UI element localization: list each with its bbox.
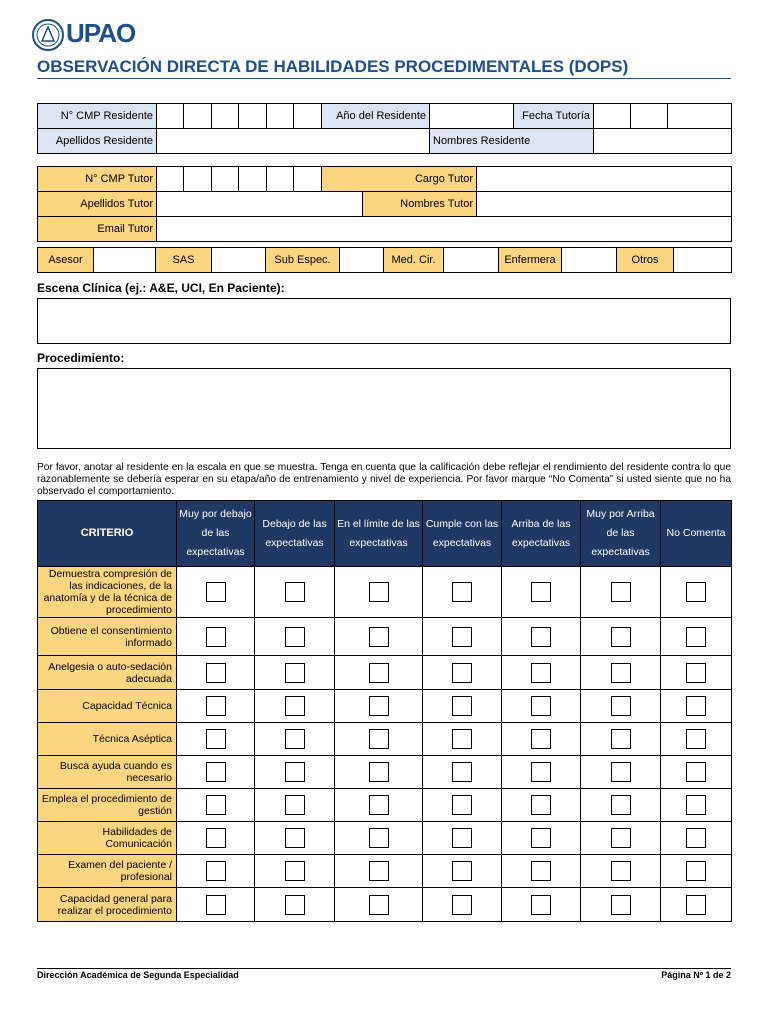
rating-cell [335, 723, 423, 756]
resident-cmp-cell[interactable] [157, 104, 184, 129]
rating-cell [335, 618, 423, 656]
rating-cell [177, 789, 255, 822]
rating-checkbox[interactable] [452, 795, 472, 815]
rating-checkbox[interactable] [369, 627, 389, 647]
rating-checkbox[interactable] [611, 663, 631, 683]
resident-cmp-cell[interactable] [294, 104, 322, 129]
rating-cell [255, 888, 335, 922]
criteria-label: Demuestra compresión de las indicaciones, de la anatomía y de la técnica de procedimiento [38, 567, 177, 618]
rating-checkbox[interactable] [686, 762, 706, 782]
rating-cell [581, 690, 661, 723]
tutor-role-table [37, 247, 732, 273]
rating-cell [502, 567, 581, 618]
rating-checkbox[interactable] [206, 861, 226, 881]
tutoring-date-cell[interactable] [668, 104, 732, 129]
rating-checkbox[interactable] [369, 663, 389, 683]
resident-cmp-cell[interactable] [184, 104, 212, 129]
resident-year-label: Año del Residente [322, 104, 430, 129]
tutor-cmp-cell[interactable] [157, 167, 184, 192]
rating-checkbox[interactable] [285, 627, 305, 647]
rating-checkbox[interactable] [611, 582, 631, 602]
tutoring-date-label: Fecha Tutoría [514, 104, 594, 129]
rating-cell [661, 567, 732, 618]
role-checkbox-asesor[interactable] [94, 248, 156, 273]
rating-cell [255, 756, 335, 789]
rating-cell [502, 756, 581, 789]
criteria-row [38, 723, 732, 756]
resident-names-field[interactable] [594, 129, 732, 154]
rating-cell [177, 756, 255, 789]
rating-cell [423, 656, 502, 690]
rating-cell [661, 618, 732, 656]
scale-header-very-below: Muy por debajo de las expectativas [177, 501, 255, 567]
scale-header-below: Debajo de las expectativas [255, 501, 335, 567]
rating-checkbox[interactable] [531, 582, 551, 602]
rating-cell [177, 690, 255, 723]
rating-checkbox[interactable] [686, 795, 706, 815]
tutor-position-label: Cargo Tutor [322, 167, 477, 192]
procedure-label: Procedimiento: [37, 351, 125, 365]
rating-cell [255, 690, 335, 723]
resident-year-field[interactable] [430, 104, 514, 129]
rating-cell [581, 618, 661, 656]
tutor-cmp-cell[interactable] [212, 167, 239, 192]
rating-cell [255, 618, 335, 656]
rating-cell [255, 723, 335, 756]
rating-checkbox[interactable] [686, 582, 706, 602]
criteria-row [38, 656, 732, 690]
resident-names-label: Nombres Residente [430, 129, 594, 154]
tutor-cmp-cell[interactable] [294, 167, 322, 192]
rating-cell [661, 855, 732, 888]
role-checkbox-enfermera[interactable] [562, 248, 617, 273]
rating-cell [661, 888, 732, 922]
scale-header-no-comment: No Comenta [661, 501, 732, 567]
rating-checkbox[interactable] [206, 729, 226, 749]
rating-cell [502, 855, 581, 888]
rating-checkbox[interactable] [452, 828, 472, 848]
rating-checkbox[interactable] [285, 762, 305, 782]
title-divider [37, 78, 731, 79]
rating-checkbox[interactable] [611, 696, 631, 716]
criteria-row [38, 567, 732, 618]
rating-checkbox[interactable] [206, 828, 226, 848]
rating-checkbox[interactable] [369, 828, 389, 848]
rating-checkbox[interactable] [206, 895, 226, 915]
rating-checkbox[interactable] [611, 729, 631, 749]
tutor-surname-field[interactable] [157, 192, 363, 217]
rating-checkbox[interactable] [369, 861, 389, 881]
rating-checkbox[interactable] [531, 795, 551, 815]
criteria-row [38, 690, 732, 723]
rating-cell [423, 756, 502, 789]
rating-checkbox[interactable] [206, 795, 226, 815]
rating-cell [177, 656, 255, 690]
rating-checkbox[interactable] [369, 729, 389, 749]
rating-cell [581, 756, 661, 789]
rating-checkbox[interactable] [369, 696, 389, 716]
rating-checkbox[interactable] [686, 861, 706, 881]
footer-department: Dirección Académica de Segunda Especialidad [37, 970, 239, 980]
role-checkbox-otros[interactable] [674, 248, 732, 273]
rating-cell [255, 567, 335, 618]
criteria-table [37, 500, 732, 922]
criteria-row [38, 855, 732, 888]
rating-cell [335, 690, 423, 723]
rating-checkbox[interactable] [285, 861, 305, 881]
rating-cell [177, 855, 255, 888]
criteria-row [38, 756, 732, 789]
resident-surname-label: Apellidos Residente [38, 129, 157, 154]
rating-cell [581, 789, 661, 822]
rating-checkbox[interactable] [369, 762, 389, 782]
rating-checkbox[interactable] [206, 663, 226, 683]
rating-checkbox[interactable] [531, 627, 551, 647]
rating-cell [423, 690, 502, 723]
rating-cell [661, 822, 732, 855]
rating-cell [502, 888, 581, 922]
rating-checkbox[interactable] [531, 828, 551, 848]
scale-header-very-above: Muy por Arriba de las expectativas [581, 501, 661, 567]
rating-cell [502, 690, 581, 723]
rating-checkbox[interactable] [285, 895, 305, 915]
criteria-label: Técnica Aséptica [38, 723, 177, 756]
rating-checkbox[interactable] [686, 828, 706, 848]
rating-cell [335, 888, 423, 922]
rating-checkbox[interactable] [452, 582, 472, 602]
rating-checkbox[interactable] [206, 627, 226, 647]
resident-cmp-cell[interactable] [212, 104, 239, 129]
role-label-sas: SAS [156, 248, 212, 273]
role-label-asesor: Asesor [38, 248, 94, 273]
rating-checkbox[interactable] [452, 663, 472, 683]
tutor-info-table [37, 166, 732, 242]
role-checkbox-sub-espec[interactable] [340, 248, 384, 273]
rating-checkbox[interactable] [285, 663, 305, 683]
rating-checkbox[interactable] [531, 729, 551, 749]
role-label-med-cir: Med. Cir. [384, 248, 444, 273]
rating-checkbox[interactable] [531, 861, 551, 881]
tutor-position-field[interactable] [477, 167, 732, 192]
rating-checkbox[interactable] [452, 861, 472, 881]
rating-cell [502, 789, 581, 822]
rating-cell [423, 888, 502, 922]
scale-header-above: Arriba de las expectativas [502, 501, 581, 567]
tutor-email-label: Email Tutor [38, 217, 157, 242]
rating-checkbox[interactable] [285, 582, 305, 602]
rating-cell [661, 690, 732, 723]
rating-checkbox[interactable] [452, 762, 472, 782]
criteria-label: Anelgesia o auto-sedación adecuada [38, 656, 177, 690]
tutor-cmp-cell[interactable] [184, 167, 212, 192]
rating-cell [502, 822, 581, 855]
rating-cell [423, 855, 502, 888]
tutor-cmp-cell[interactable] [267, 167, 294, 192]
rating-checkbox[interactable] [452, 627, 472, 647]
rating-checkbox[interactable] [206, 762, 226, 782]
rating-cell [335, 567, 423, 618]
rating-cell [581, 888, 661, 922]
rating-cell [335, 855, 423, 888]
rating-cell [177, 723, 255, 756]
rating-checkbox[interactable] [285, 795, 305, 815]
rating-cell [581, 656, 661, 690]
rating-checkbox[interactable] [611, 895, 631, 915]
scale-header-meets: Cumple con las expectativas [423, 501, 502, 567]
rating-checkbox[interactable] [206, 582, 226, 602]
rating-checkbox[interactable] [686, 696, 706, 716]
tutor-surname-label: Apellidos Tutor [38, 192, 157, 217]
rating-checkbox[interactable] [452, 895, 472, 915]
rating-checkbox[interactable] [369, 795, 389, 815]
rating-cell [335, 756, 423, 789]
rating-cell [502, 656, 581, 690]
rating-checkbox[interactable] [285, 828, 305, 848]
rating-cell [423, 567, 502, 618]
page-number: Página Nº 1 de 2 [661, 970, 731, 980]
tutoring-date-cell[interactable] [631, 104, 668, 129]
rating-checkbox[interactable] [285, 696, 305, 716]
page-title: OBSERVACIÓN DIRECTA DE HABILIDADES PROCEDIMENTALES (DOPS) [37, 57, 629, 76]
scale-header-borderline: En el límite de las expectativas [335, 501, 423, 567]
rating-cell [661, 756, 732, 789]
criteria-label: Capacidad Técnica [38, 690, 177, 723]
tutor-email-field[interactable] [157, 217, 732, 242]
rating-cell [661, 723, 732, 756]
role-label-enfermera: Enfermera [499, 248, 562, 273]
rating-cell [661, 656, 732, 690]
rating-checkbox[interactable] [369, 582, 389, 602]
logo-text: UPAO [66, 18, 136, 48]
criteria-body [38, 567, 732, 922]
tutoring-date-cell[interactable] [594, 104, 631, 129]
criteria-row [38, 822, 732, 855]
resident-surname-field[interactable] [157, 129, 430, 154]
rating-checkbox[interactable] [611, 627, 631, 647]
instructions-text: Por favor, anotar al residente en la escala en que se muestra. Tenga en cuenta que la calificación debe reflejar el rendimiento del residente contra lo que razonablemente se debería esperar en su etapa/año de entrenamiento y nivel de experiencia. Por favor marque “No Comenta” si usted siente que no ha observado el comportamiento. [37, 462, 731, 497]
criteria-row [38, 789, 732, 822]
rating-cell [177, 618, 255, 656]
criteria-label: Examen del paciente / profesional [38, 855, 177, 888]
rating-cell [255, 855, 335, 888]
rating-checkbox[interactable] [611, 795, 631, 815]
rating-cell [581, 855, 661, 888]
role-checkbox-sas[interactable] [212, 248, 266, 273]
rating-checkbox[interactable] [369, 895, 389, 915]
rating-cell [502, 723, 581, 756]
rating-checkbox[interactable] [611, 861, 631, 881]
resident-cmp-cell[interactable] [267, 104, 294, 129]
rating-checkbox[interactable] [206, 696, 226, 716]
tutor-names-label: Nombres Tutor [363, 192, 477, 217]
rating-checkbox[interactable] [452, 729, 472, 749]
rating-checkbox[interactable] [686, 729, 706, 749]
criteria-row [38, 888, 732, 922]
role-label-otros: Otros [617, 248, 674, 273]
role-label-sub-espec: Sub Espec. [266, 248, 340, 273]
rating-cell [177, 822, 255, 855]
rating-checkbox[interactable] [531, 696, 551, 716]
rating-cell [423, 723, 502, 756]
footer-divider [37, 968, 731, 969]
rating-cell [502, 618, 581, 656]
rating-cell [335, 822, 423, 855]
tutor-cmp-cell[interactable] [239, 167, 267, 192]
rating-cell [255, 822, 335, 855]
criteria-label: Emplea el procedimiento de gestión [38, 789, 177, 822]
clinical-scene-field[interactable] [37, 298, 731, 344]
criteria-label: Habilidades de Comunicación [38, 822, 177, 855]
rating-checkbox[interactable] [686, 663, 706, 683]
rating-checkbox[interactable] [686, 895, 706, 915]
rating-cell [581, 723, 661, 756]
resident-info-table [37, 103, 732, 154]
role-checkbox-med-cir[interactable] [444, 248, 499, 273]
rating-checkbox[interactable] [531, 663, 551, 683]
procedure-field[interactable] [37, 368, 731, 449]
tutor-names-field[interactable] [477, 192, 732, 217]
tutor-cmp-label: N° CMP Tutor [38, 167, 157, 192]
rating-cell [661, 789, 732, 822]
criteria-label: Obtiene el consentimiento informado [38, 618, 177, 656]
rating-checkbox[interactable] [531, 762, 551, 782]
rating-cell [581, 567, 661, 618]
criteria-row [38, 618, 732, 656]
rating-checkbox[interactable] [452, 696, 472, 716]
rating-checkbox[interactable] [285, 729, 305, 749]
clinical-scene-label: Escena Clínica (ej.: A&E, UCI, En Paciente): [37, 281, 285, 295]
rating-checkbox[interactable] [611, 828, 631, 848]
rating-cell [177, 888, 255, 922]
resident-cmp-label: N° CMP Residente [38, 104, 157, 129]
rating-cell [335, 656, 423, 690]
criteria-label: Busca ayuda cuando es necesario [38, 756, 177, 789]
criteria-header: CRITERIO [38, 501, 177, 567]
rating-cell [423, 789, 502, 822]
rating-cell [335, 789, 423, 822]
rating-cell [255, 656, 335, 690]
rating-cell [177, 567, 255, 618]
rating-checkbox[interactable] [531, 895, 551, 915]
rating-cell [581, 822, 661, 855]
rating-cell [423, 822, 502, 855]
resident-cmp-cell[interactable] [239, 104, 267, 129]
rating-cell [255, 789, 335, 822]
rating-cell [423, 618, 502, 656]
rating-checkbox[interactable] [686, 627, 706, 647]
rating-checkbox[interactable] [611, 762, 631, 782]
criteria-label: Capacidad general para realizar el procedimiento [38, 888, 177, 922]
